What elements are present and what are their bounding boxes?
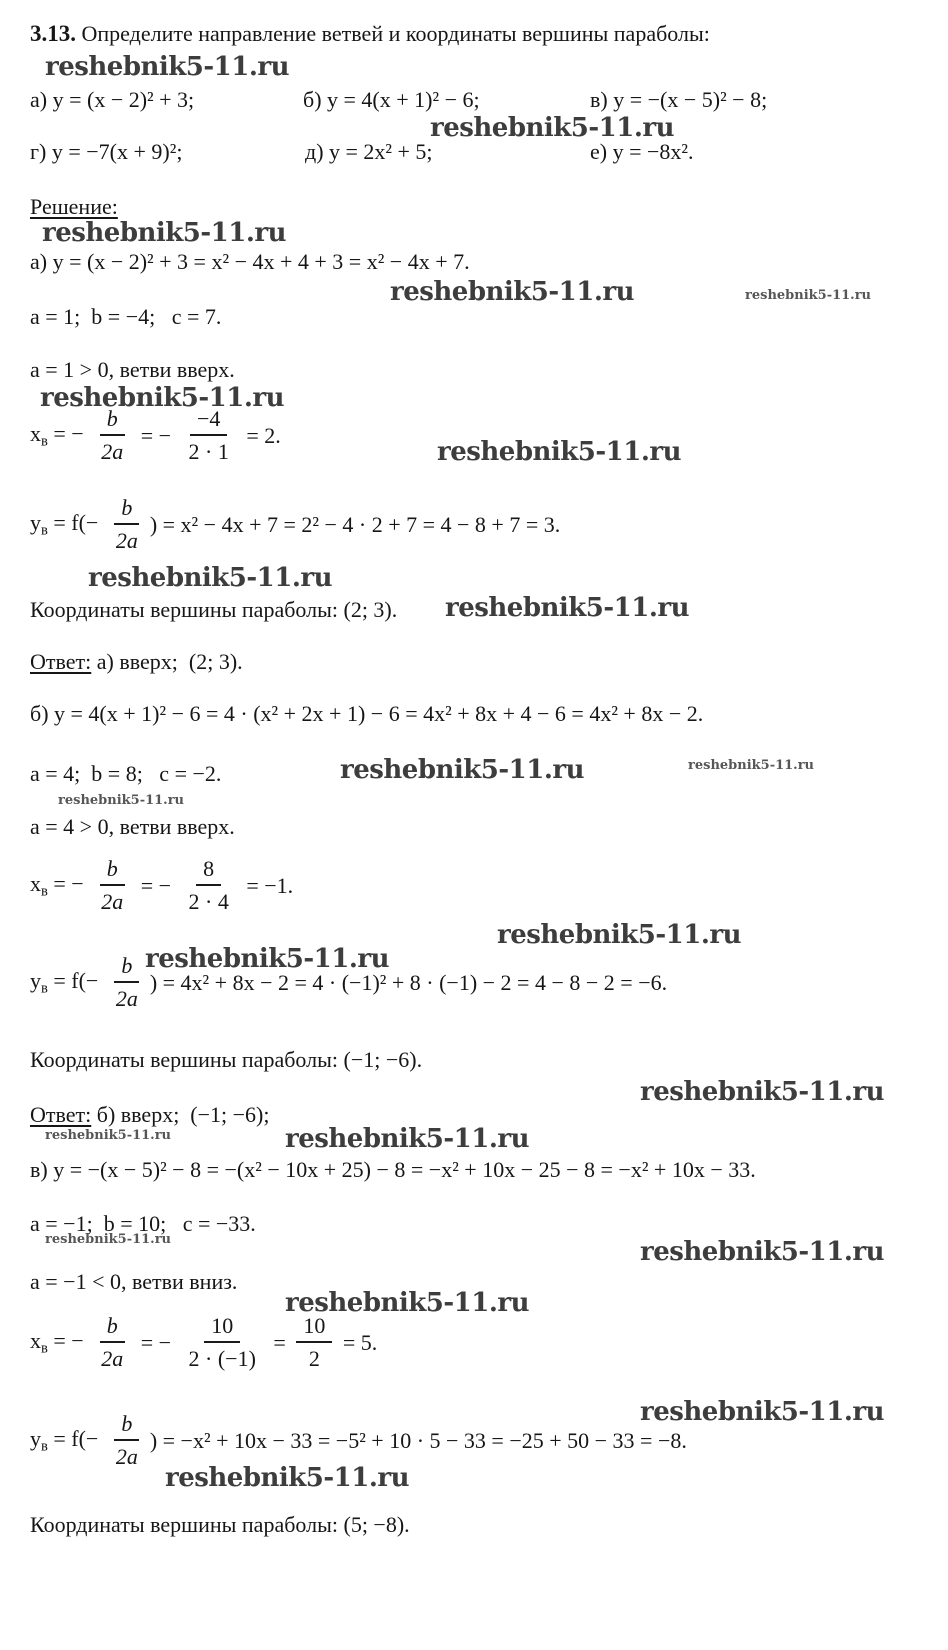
- solution-heading: Решение:: [30, 194, 118, 219]
- watermark: reshebnik5-11.ru: [640, 1237, 885, 1267]
- fraction: $\frac{b}{2a}$: [115, 1411, 138, 1470]
- watermark: reshebnik5-11.ru: [445, 593, 690, 623]
- fraction: $\frac{b}{2a}$: [101, 856, 124, 915]
- problem-item-b: б) y = 4(x + 1)² − 6;: [303, 87, 480, 112]
- watermark: reshebnik5-11.ru: [285, 1288, 530, 1318]
- watermark: reshebnik5-11.ru: [688, 758, 815, 773]
- coefficients-line-a: a = 1; b = −4; c = 7.: [30, 304, 222, 329]
- formula-text: = 2.: [240, 422, 281, 448]
- watermark: reshebnik5-11.ru: [640, 1397, 885, 1427]
- watermark: reshebnik5-11.ru: [285, 1124, 530, 1154]
- problem-heading: [30, 20, 710, 49]
- problem-title: Определите направление ветвей и координаты вершины параболы:: [76, 21, 710, 46]
- formula-text: $y_в = f(-$: [30, 967, 104, 997]
- fraction: $\frac{b}{2a}$: [101, 406, 124, 465]
- answer-label: Ответ:: [30, 1102, 92, 1127]
- formula-text: $x_в$ = −: [30, 420, 90, 450]
- formula-text: $y_в = f(-$: [30, 509, 104, 539]
- answer-text: а) вверх; (2; 3).: [91, 649, 243, 674]
- fraction: $\frac{b}{2a}$: [101, 1313, 124, 1372]
- problem-item-d: д) y = 2x² + 5;: [305, 139, 433, 164]
- y-vertex-formula-a: [30, 494, 560, 555]
- problem-item-v: в) y = −(x − 5)² − 8;: [590, 87, 768, 112]
- expansion-line-v: в) y = −(x − 5)² − 8 = −(x² − 10x + 25) − 8 = −x² + 10x − 25 − 8 = −x² + 10x − 33.: [30, 1157, 756, 1182]
- branch-direction-a: a = 1 > 0, ветви вверх.: [30, 357, 235, 382]
- branch-direction-b: a = 4 > 0, ветви вверх.: [30, 814, 235, 839]
- vertex-coordinates-a: Координаты вершины параболы: (2; 3).: [30, 597, 398, 622]
- expansion-line-b: б) y = 4(x + 1)² − 6 = 4 · (x² + 2x + 1) − 6 = 4x² + 8x + 4 − 6 = 4x² + 8x − 2.: [30, 701, 704, 726]
- formula-text: = 5.: [337, 1329, 378, 1355]
- fraction: $\frac{8}{2 \cdot 4}$: [188, 856, 229, 915]
- watermark: reshebnik5-11.ru: [58, 793, 185, 808]
- answer-text: б) вверх; (−1; −6);: [91, 1102, 270, 1127]
- watermark: reshebnik5-11.ru: [40, 383, 285, 413]
- x-vertex-formula-b: [30, 855, 293, 916]
- watermark: reshebnik5-11.ru: [45, 1128, 172, 1143]
- watermark: reshebnik5-11.ru: [145, 944, 390, 974]
- answer-label: Ответ:: [30, 649, 92, 674]
- formula-text: ) = x² − 4x + 7 = 2² − 4 · 2 + 7 = 4 − 8 + 7 = 3.: [149, 511, 561, 537]
- watermark: reshebnik5-11.ru: [340, 755, 585, 785]
- fraction: $\frac{10}{2}$: [296, 1312, 332, 1373]
- watermark: reshebnik5-11.ru: [497, 920, 742, 950]
- formula-text: = −: [135, 422, 177, 448]
- watermark: reshebnik5-11.ru: [165, 1463, 410, 1493]
- fraction: $\frac{b}{2a}$: [115, 953, 138, 1012]
- x-vertex-formula-a: [30, 405, 281, 466]
- formula-text: $x_в$ = −: [30, 1327, 90, 1357]
- coefficients-line-b: a = 4; b = 8; c = −2.: [30, 761, 222, 786]
- watermark: reshebnik5-11.ru: [390, 277, 635, 307]
- formula-text: ) = −x² + 10x − 33 = −5² + 10 · 5 − 33 = −25 + 50 − 33 = −8.: [149, 1427, 687, 1453]
- formula-text: $y_в = f(-$: [30, 1425, 104, 1455]
- problem-item-e: е) y = −8x².: [590, 139, 694, 164]
- x-vertex-formula-v: [30, 1312, 377, 1373]
- answer-line-b: [30, 1101, 270, 1129]
- problem-item-g: г) y = −7(x + 9)²;: [30, 139, 183, 164]
- watermark: reshebnik5-11.ru: [430, 113, 675, 143]
- fraction: $\frac{b}{2a}$: [115, 495, 138, 554]
- watermark: reshebnik5-11.ru: [42, 218, 287, 248]
- formula-text: = −: [135, 1329, 177, 1355]
- formula-text: ) = 4x² + 8x − 2 = 4 · (−1)² + 8 · (−1) − 2 = 4 − 8 − 2 = −6.: [149, 969, 668, 995]
- answer-line-a: [30, 648, 243, 676]
- watermark: reshebnik5-11.ru: [640, 1077, 885, 1107]
- vertex-coordinates-b: Координаты вершины параболы: (−1; −6).: [30, 1047, 423, 1072]
- fraction: $\frac{10}{2 \cdot (-1)}$: [188, 1313, 256, 1372]
- coefficients-line-v: a = −1; b = 10; c = −33.: [30, 1211, 256, 1236]
- watermark: reshebnik5-11.ru: [45, 52, 290, 82]
- formula-text: = −: [135, 872, 177, 898]
- formula-text: = −1.: [240, 872, 294, 898]
- watermark: reshebnik5-11.ru: [745, 288, 872, 303]
- watermark: reshebnik5-11.ru: [437, 437, 682, 467]
- formula-text: $x_в$ = −: [30, 870, 90, 900]
- watermark: reshebnik5-11.ru: [45, 1232, 172, 1247]
- vertex-coordinates-v: Координаты вершины параболы: (5; −8).: [30, 1512, 410, 1537]
- expansion-line-a: а) y = (x − 2)² + 3 = x² − 4x + 4 + 3 = x² − 4x + 7.: [30, 249, 470, 274]
- problem-item-a: а) y = (x − 2)² + 3;: [30, 87, 195, 112]
- formula-text: =: [267, 1329, 292, 1355]
- problem-number: 3.13.: [30, 21, 76, 46]
- y-vertex-formula-v: [30, 1410, 687, 1471]
- branch-direction-v: a = −1 < 0, ветви вниз.: [30, 1269, 238, 1294]
- fraction: $\frac{-4}{2 \cdot 1}$: [188, 406, 229, 465]
- watermark: reshebnik5-11.ru: [88, 563, 333, 593]
